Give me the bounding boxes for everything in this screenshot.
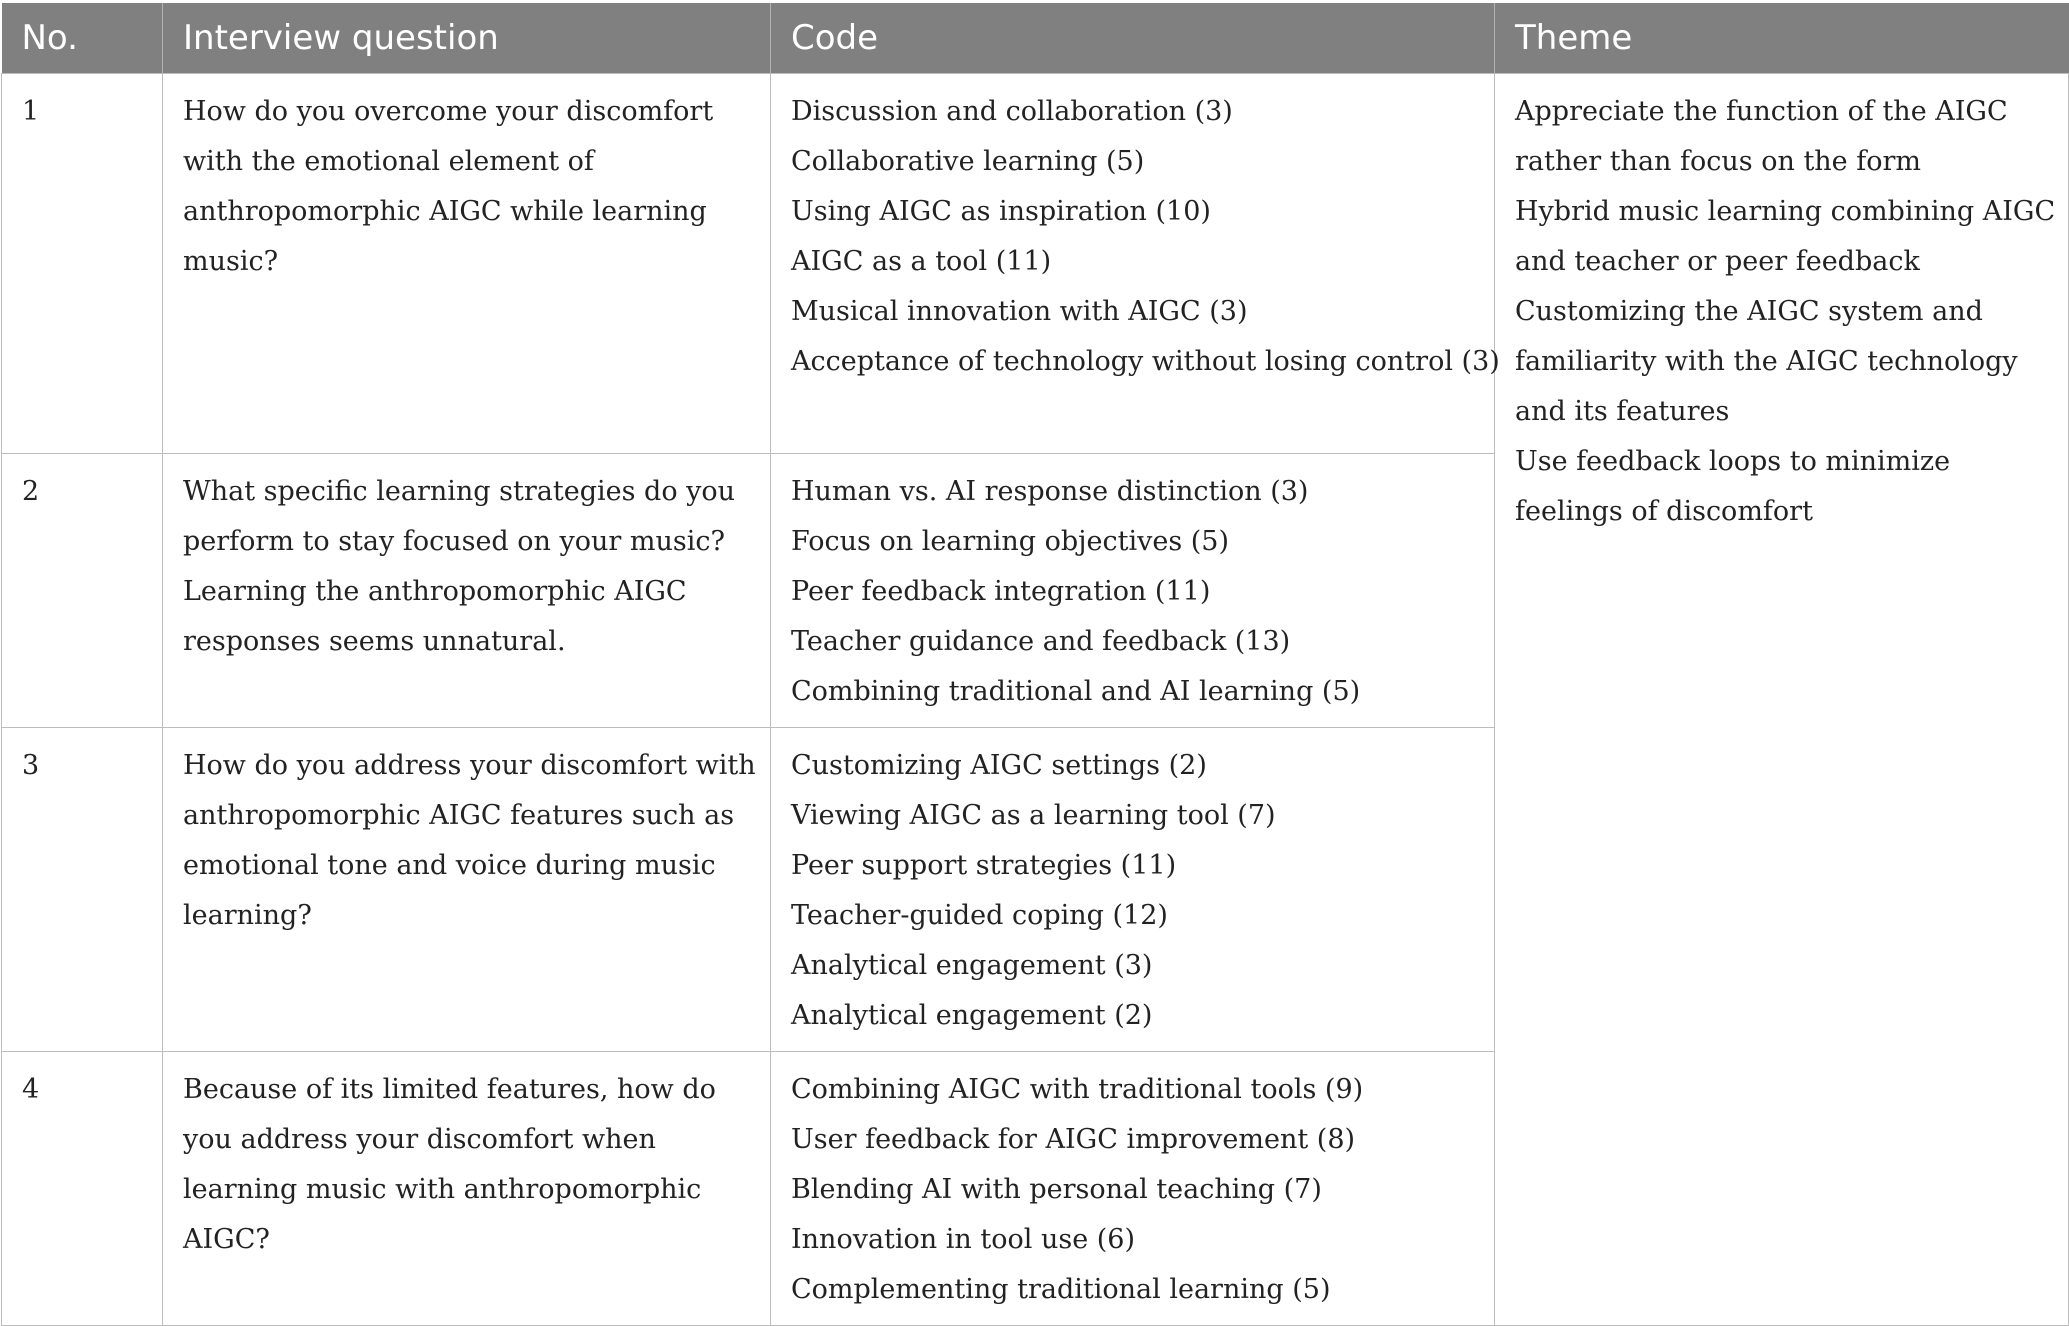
row-number: 3: [2, 727, 163, 1051]
theme-item: Hybrid music learning combining AIGC and teacher or peer feedback: [1515, 195, 2056, 277]
code-item: Teacher guidance and feedback (13): [791, 625, 1291, 657]
code-item: Analytical engagement (3): [791, 949, 1153, 981]
code-list: [771, 727, 1495, 1051]
theme-item: Use feedback loops to minimize feelings of discomfort: [1515, 445, 1951, 527]
header-code: Code: [771, 3, 1495, 73]
interview-question: How do you address your discomfort with anthropomorphic AIGC features such as emotional tone and voice during music learning?: [163, 727, 771, 1051]
code-item: Combining AIGC with traditional tools (9): [791, 1073, 1364, 1105]
table-header-row: [2, 3, 2069, 73]
code-item: Acceptance of technology without losing control (3): [791, 345, 1500, 377]
code-item: Peer support strategies (11): [791, 849, 1177, 881]
interview-question: Because of its limited features, how do you address your discomfort when learning music with anthropomorphic AIGC?: [163, 1051, 771, 1325]
interview-coding-table: [1, 3, 2069, 1326]
code-item: Human vs. AI response distinction (3): [791, 475, 1309, 507]
theme-item: Customizing the AIGC system and familiarity with the AIGC technology and its features: [1515, 295, 2018, 427]
interview-question: How do you overcome your discomfort with the emotional element of anthropomorphic AIGC while learning music?: [163, 73, 771, 453]
code-item: User feedback for AIGC improvement (8): [791, 1123, 1356, 1155]
code-item: Discussion and collaboration (3): [791, 95, 1233, 127]
code-item: Collaborative learning (5): [791, 145, 1145, 177]
code-item: Analytical engagement (2): [791, 999, 1153, 1031]
code-list: [771, 1051, 1495, 1325]
code-item: Viewing AIGC as a learning tool (7): [791, 799, 1276, 831]
row-number: 4: [2, 1051, 163, 1325]
code-item: Peer feedback integration (11): [791, 575, 1211, 607]
code-item: Innovation in tool use (6): [791, 1223, 1135, 1255]
code-item: Musical innovation with AIGC (3): [791, 295, 1248, 327]
interview-question: What specific learning strategies do you perform to stay focused on your music? Learning the anthropomorphic AIGC responses seems unnatural.: [163, 453, 771, 727]
code-list: [771, 453, 1495, 727]
header-no: No.: [2, 3, 163, 73]
header-interview-question: Interview question: [163, 3, 771, 73]
code-item: Complementing traditional learning (5): [791, 1273, 1331, 1305]
code-item: Combining traditional and AI learning (5): [791, 675, 1361, 707]
table-row: [2, 73, 2069, 453]
code-item: AIGC as a tool (11): [791, 245, 1052, 277]
row-number: 1: [2, 73, 163, 453]
theme-list: [1495, 73, 2069, 1325]
row-number: 2: [2, 453, 163, 727]
code-list: [771, 73, 1500, 453]
theme-item: Appreciate the function of the AIGC rather than focus on the form: [1515, 95, 2008, 177]
code-item: Customizing AIGC settings (2): [791, 749, 1207, 781]
code-item: Focus on learning objectives (5): [791, 525, 1229, 557]
code-item: Blending AI with personal teaching (7): [791, 1173, 1322, 1205]
code-item: Using AIGC as inspiration (10): [791, 195, 1211, 227]
code-item: Teacher-guided coping (12): [791, 899, 1168, 931]
header-theme: Theme: [1495, 3, 2069, 73]
